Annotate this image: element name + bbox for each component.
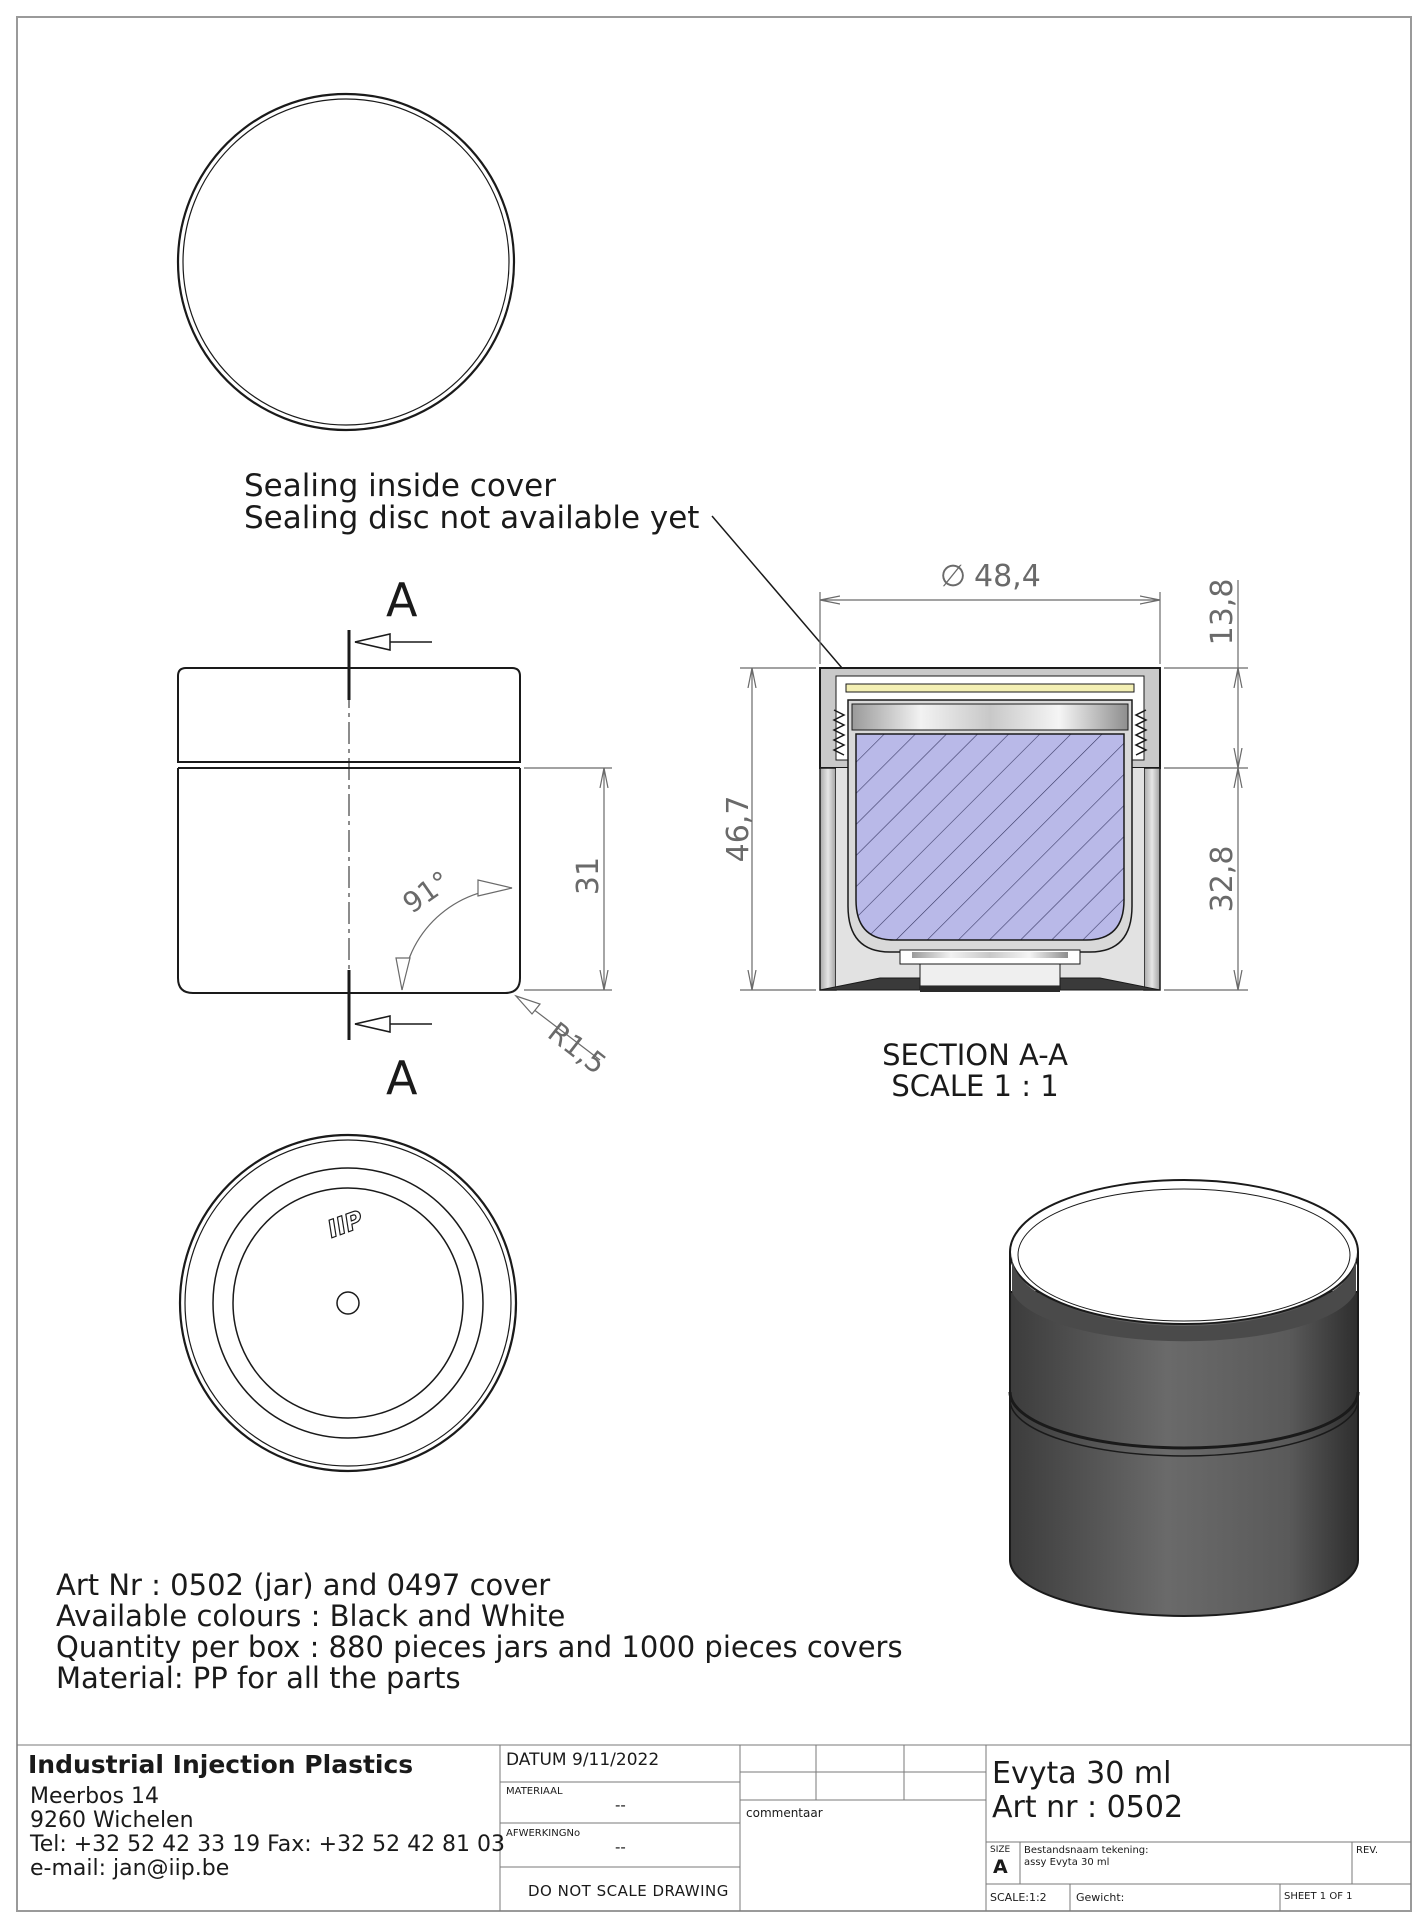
note-material: Material: PP for all the parts [56,1661,461,1695]
company-phone: Tel: +32 52 42 33 19 Fax: +32 52 42 81 03 [30,1832,506,1857]
dim-radius: R1,5 [541,1015,613,1081]
top-view [178,94,514,430]
company-email: e-mail: jan@iip.be [30,1856,230,1881]
isometric-view [1010,1180,1358,1616]
size-value: A [993,1856,1008,1878]
front-view [178,630,520,1040]
bottom-view [180,1135,516,1471]
dim-cover-height: 13,8 [1205,578,1240,646]
dim-angle: 91° [396,864,457,920]
callout-leader [712,516,842,668]
size-label: SIZE [990,1845,1011,1855]
rev-label: REV. [1356,1845,1378,1856]
callout-line-1: Sealing inside cover [244,468,556,504]
dim-jar-height: 32,8 [1205,845,1240,913]
finish-label: AFWERKINGNo [506,1828,581,1839]
section-label [855,1040,1095,1102]
dim-side-height: 31 [571,856,606,896]
product-notes [56,1570,903,1694]
material-label: MATERIAAL [506,1786,563,1797]
product-art-nr: Art nr : 0502 [992,1790,1184,1825]
company-name: Industrial Injection Plastics [28,1750,414,1779]
material-value: -- [615,1796,626,1814]
date: DATUM 9/11/2022 [506,1750,660,1770]
section-mark-bottom: A [386,1051,418,1105]
dim-diameter: 48,4 [974,559,1041,594]
dim-diameter-symbol: ∅ [940,559,967,594]
iip-logo [324,1205,367,1244]
sheet-scale: SCALE:1:2 [990,1891,1047,1904]
section-scale: SCALE 1 : 1 [891,1069,1059,1103]
svg-text:IIP: IIP [323,1205,367,1244]
note-quantity: Quantity per box : 880 pieces jars and 1000 pieces covers [56,1630,903,1664]
company-address-1: Meerbos 14 [30,1784,159,1809]
finish-value: -- [615,1838,626,1856]
file-label: Bestandsnaam tekening: [1024,1845,1149,1856]
comment-label: commentaar [746,1806,823,1820]
note-colours: Available colours : Black and White [56,1599,566,1633]
section-view [820,668,1160,992]
sheet-number: SHEET 1 OF 1 [1284,1891,1353,1902]
section-title: SECTION A-A [882,1038,1068,1072]
company-address-2: 9260 Wichelen [30,1808,194,1833]
note-art-nr: Art Nr : 0502 (jar) and 0497 cover [56,1568,551,1602]
no-scale-note: DO NOT SCALE DRAWING [528,1882,729,1900]
weight-label: Gewicht: [1076,1891,1125,1904]
front-view-dimensions [396,768,612,1060]
dim-overall-height: 46,7 [721,795,756,863]
product-name: Evyta 30 ml [992,1756,1172,1791]
file-value: assy Evyta 30 ml [1024,1857,1110,1868]
seal-callout [244,470,699,534]
section-mark-top: A [386,573,418,627]
callout-line-2: Sealing disc not available yet [244,500,700,536]
